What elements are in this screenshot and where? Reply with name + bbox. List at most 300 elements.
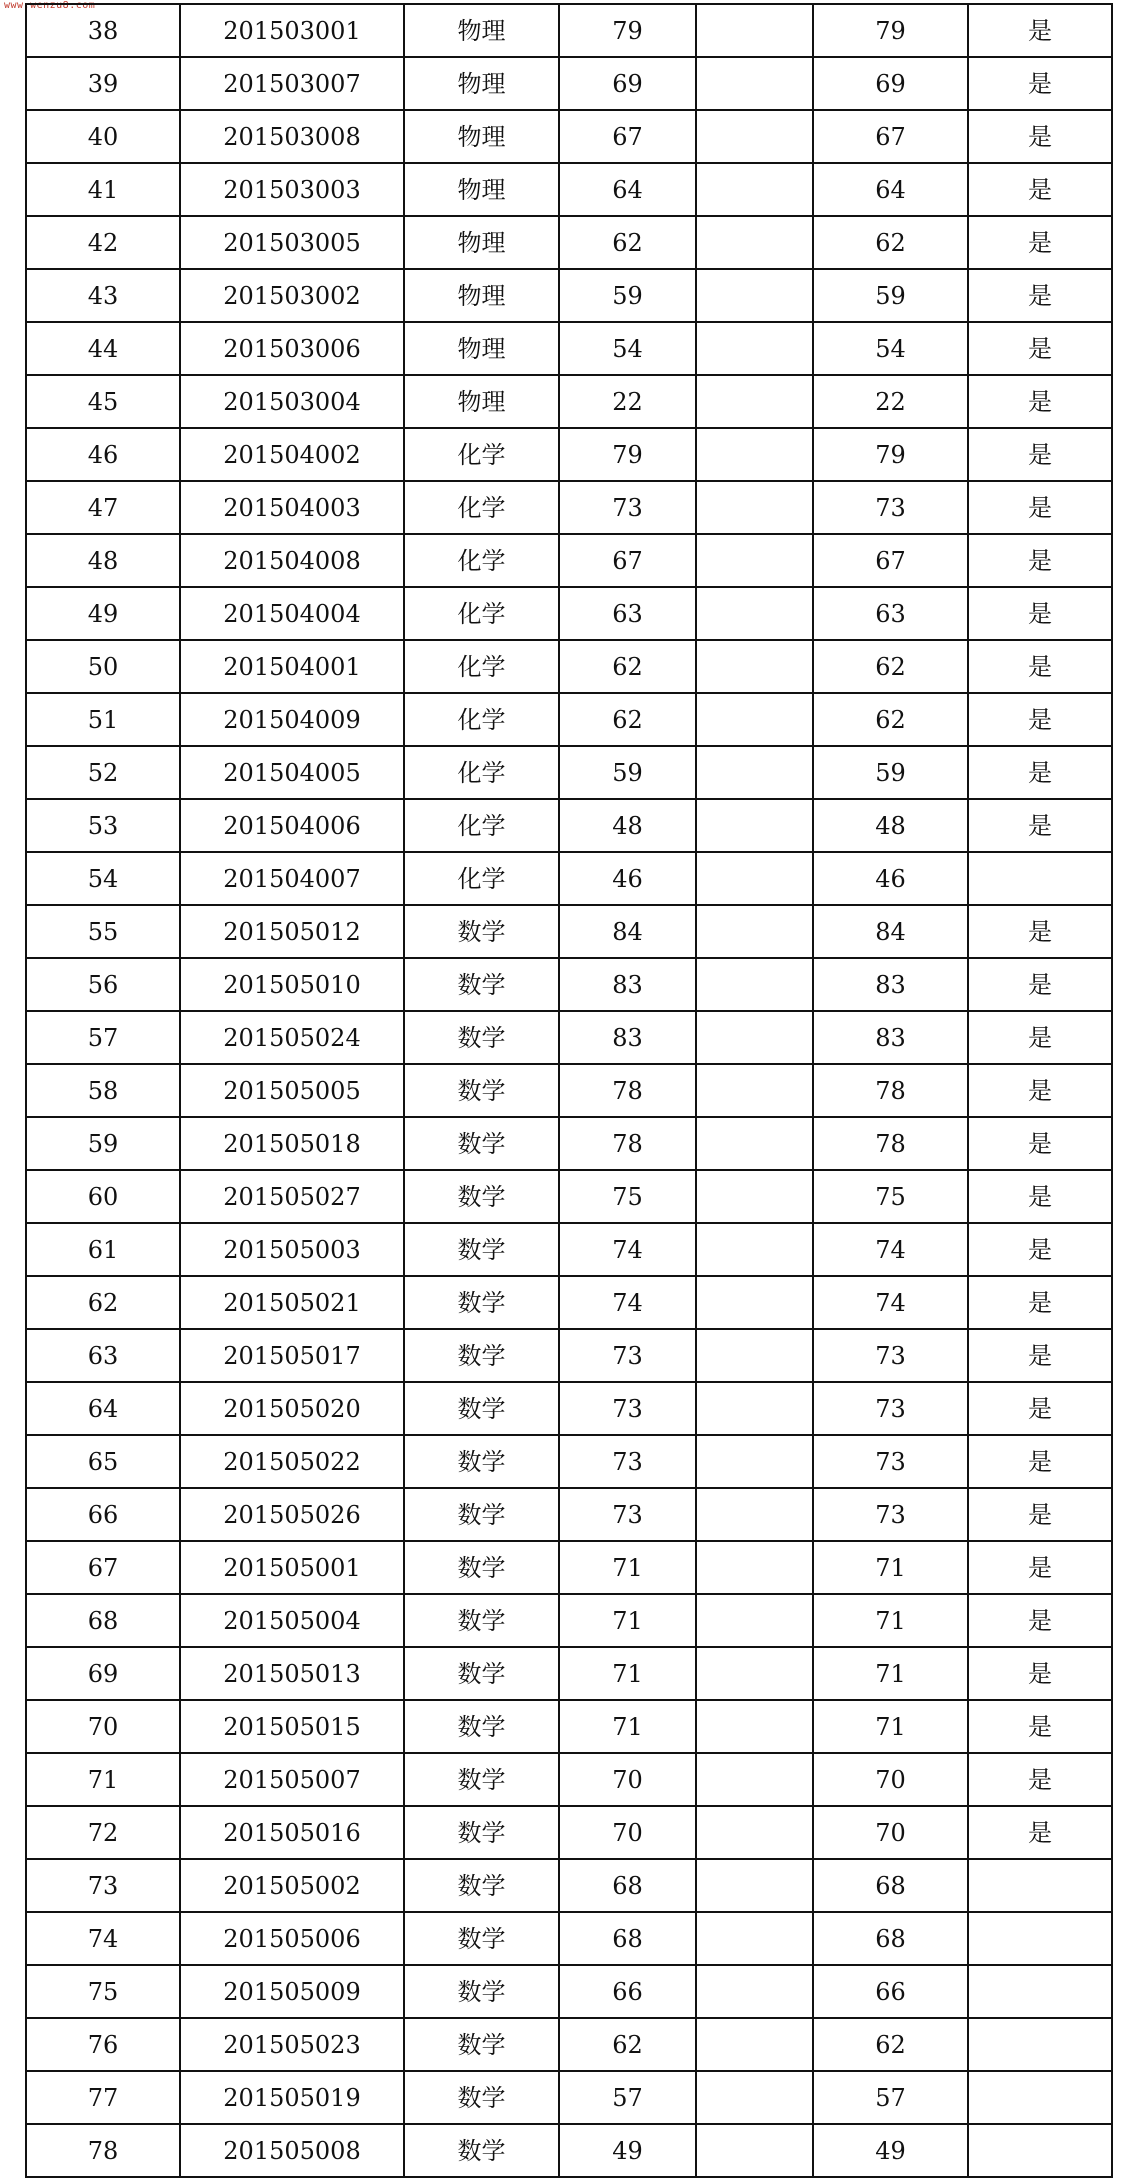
- bonus-cell: [696, 375, 813, 428]
- score-cell: 83: [559, 958, 696, 1011]
- score-cell: 54: [559, 322, 696, 375]
- student-id-cell: 201505023: [180, 2018, 404, 2071]
- total-cell: 67: [813, 110, 968, 163]
- qualified-cell: 是: [968, 1117, 1112, 1170]
- qualified-cell: [968, 2071, 1112, 2124]
- row-number-cell: 75: [26, 1965, 180, 2018]
- table-row: [26, 1223, 1112, 1276]
- row-number-cell: 67: [26, 1541, 180, 1594]
- qualified-cell: [968, 1859, 1112, 1912]
- total-cell: 73: [813, 1488, 968, 1541]
- student-id-cell: 201504009: [180, 693, 404, 746]
- total-cell: 59: [813, 746, 968, 799]
- score-cell: 70: [559, 1806, 696, 1859]
- bonus-cell: [696, 2124, 813, 2177]
- subject-cell: 数学: [404, 1382, 559, 1435]
- row-number-cell: 66: [26, 1488, 180, 1541]
- score-cell: 78: [559, 1117, 696, 1170]
- bonus-cell: [696, 1223, 813, 1276]
- score-cell: 73: [559, 1329, 696, 1382]
- total-cell: 66: [813, 1965, 968, 2018]
- row-number-cell: 65: [26, 1435, 180, 1488]
- bonus-cell: [696, 1064, 813, 1117]
- row-number-cell: 71: [26, 1753, 180, 1806]
- row-number-cell: 51: [26, 693, 180, 746]
- subject-cell: 物理: [404, 375, 559, 428]
- row-number-cell: 62: [26, 1276, 180, 1329]
- bonus-cell: [696, 4, 813, 57]
- table-row: [26, 1170, 1112, 1223]
- qualified-cell: 是: [968, 428, 1112, 481]
- student-id-cell: 201505015: [180, 1700, 404, 1753]
- bonus-cell: [696, 163, 813, 216]
- score-cell: 70: [559, 1753, 696, 1806]
- row-number-cell: 78: [26, 2124, 180, 2177]
- subject-cell: 化学: [404, 746, 559, 799]
- subject-cell: 物理: [404, 110, 559, 163]
- row-number-cell: 45: [26, 375, 180, 428]
- qualified-cell: 是: [968, 534, 1112, 587]
- total-cell: 67: [813, 534, 968, 587]
- score-cell: 48: [559, 799, 696, 852]
- subject-cell: 数学: [404, 1753, 559, 1806]
- total-cell: 68: [813, 1912, 968, 1965]
- bonus-cell: [696, 1382, 813, 1435]
- bonus-cell: [696, 1753, 813, 1806]
- subject-cell: 物理: [404, 4, 559, 57]
- subject-cell: 物理: [404, 57, 559, 110]
- total-cell: 59: [813, 269, 968, 322]
- subject-cell: 数学: [404, 1859, 559, 1912]
- qualified-cell: 是: [968, 1382, 1112, 1435]
- bonus-cell: [696, 534, 813, 587]
- bonus-cell: [696, 2071, 813, 2124]
- qualified-cell: 是: [968, 1170, 1112, 1223]
- subject-cell: 数学: [404, 1435, 559, 1488]
- student-id-cell: 201504004: [180, 587, 404, 640]
- table-row: [26, 1700, 1112, 1753]
- bonus-cell: [696, 640, 813, 693]
- total-cell: 78: [813, 1117, 968, 1170]
- row-number-cell: 64: [26, 1382, 180, 1435]
- table-row: [26, 1965, 1112, 2018]
- table-row: [26, 4, 1112, 57]
- score-cell: 74: [559, 1223, 696, 1276]
- row-number-cell: 38: [26, 4, 180, 57]
- subject-cell: 数学: [404, 905, 559, 958]
- bonus-cell: [696, 1806, 813, 1859]
- row-number-cell: 40: [26, 110, 180, 163]
- score-cell: 75: [559, 1170, 696, 1223]
- bonus-cell: [696, 322, 813, 375]
- subject-cell: 数学: [404, 1276, 559, 1329]
- bonus-cell: [696, 57, 813, 110]
- student-id-cell: 201505018: [180, 1117, 404, 1170]
- qualified-cell: 是: [968, 163, 1112, 216]
- subject-cell: 物理: [404, 322, 559, 375]
- student-id-cell: 201505008: [180, 2124, 404, 2177]
- student-id-cell: 201505016: [180, 1806, 404, 1859]
- row-number-cell: 39: [26, 57, 180, 110]
- score-cell: 57: [559, 2071, 696, 2124]
- table-row: [26, 958, 1112, 1011]
- bonus-cell: [696, 428, 813, 481]
- table-row: [26, 481, 1112, 534]
- table-row: [26, 693, 1112, 746]
- student-id-cell: 201504002: [180, 428, 404, 481]
- subject-cell: 数学: [404, 1700, 559, 1753]
- table-row: [26, 1647, 1112, 1700]
- table-row: [26, 2124, 1112, 2177]
- student-id-cell: 201505004: [180, 1594, 404, 1647]
- qualified-cell: 是: [968, 57, 1112, 110]
- score-cell: 73: [559, 1488, 696, 1541]
- score-cell: 64: [559, 163, 696, 216]
- table-row: [26, 322, 1112, 375]
- table-row: [26, 163, 1112, 216]
- table-row: [26, 375, 1112, 428]
- student-id-cell: 201505017: [180, 1329, 404, 1382]
- qualified-cell: 是: [968, 1753, 1112, 1806]
- subject-cell: 数学: [404, 1064, 559, 1117]
- qualified-cell: 是: [968, 322, 1112, 375]
- table-row: [26, 216, 1112, 269]
- student-id-cell: 201505024: [180, 1011, 404, 1064]
- score-cell: 73: [559, 1435, 696, 1488]
- table-row: [26, 110, 1112, 163]
- qualified-cell: 是: [968, 1064, 1112, 1117]
- qualified-cell: 是: [968, 958, 1112, 1011]
- row-number-cell: 72: [26, 1806, 180, 1859]
- bonus-cell: [696, 799, 813, 852]
- bonus-cell: [696, 1011, 813, 1064]
- subject-cell: 物理: [404, 269, 559, 322]
- qualified-cell: 是: [968, 1541, 1112, 1594]
- bonus-cell: [696, 852, 813, 905]
- qualified-cell: [968, 852, 1112, 905]
- table-row: [26, 269, 1112, 322]
- subject-cell: 数学: [404, 1541, 559, 1594]
- score-cell: 49: [559, 2124, 696, 2177]
- row-number-cell: 48: [26, 534, 180, 587]
- row-number-cell: 43: [26, 269, 180, 322]
- subject-cell: 化学: [404, 428, 559, 481]
- table-row: [26, 1064, 1112, 1117]
- row-number-cell: 77: [26, 2071, 180, 2124]
- bonus-cell: [696, 1912, 813, 1965]
- row-number-cell: 56: [26, 958, 180, 1011]
- subject-cell: 化学: [404, 640, 559, 693]
- qualified-cell: 是: [968, 1488, 1112, 1541]
- subject-cell: 化学: [404, 852, 559, 905]
- table-row: [26, 1117, 1112, 1170]
- total-cell: 83: [813, 958, 968, 1011]
- row-number-cell: 61: [26, 1223, 180, 1276]
- subject-cell: 化学: [404, 481, 559, 534]
- table-row: [26, 1859, 1112, 1912]
- student-id-cell: 201505005: [180, 1064, 404, 1117]
- qualified-cell: 是: [968, 1700, 1112, 1753]
- subject-cell: 数学: [404, 2018, 559, 2071]
- table-row: [26, 428, 1112, 481]
- row-number-cell: 69: [26, 1647, 180, 1700]
- row-number-cell: 42: [26, 216, 180, 269]
- total-cell: 62: [813, 693, 968, 746]
- total-cell: 71: [813, 1647, 968, 1700]
- subject-cell: 物理: [404, 163, 559, 216]
- total-cell: 54: [813, 322, 968, 375]
- row-number-cell: 58: [26, 1064, 180, 1117]
- total-cell: 48: [813, 799, 968, 852]
- score-cell: 84: [559, 905, 696, 958]
- student-id-cell: 201504008: [180, 534, 404, 587]
- subject-cell: 数学: [404, 2124, 559, 2177]
- total-cell: 69: [813, 57, 968, 110]
- student-id-cell: 201505026: [180, 1488, 404, 1541]
- bonus-cell: [696, 269, 813, 322]
- row-number-cell: 74: [26, 1912, 180, 1965]
- score-cell: 62: [559, 2018, 696, 2071]
- score-cell: 73: [559, 1382, 696, 1435]
- total-cell: 57: [813, 2071, 968, 2124]
- total-cell: 73: [813, 1329, 968, 1382]
- table-row: [26, 1276, 1112, 1329]
- bonus-cell: [696, 1965, 813, 2018]
- subject-cell: 数学: [404, 1594, 559, 1647]
- bonus-cell: [696, 1170, 813, 1223]
- score-table-body: [26, 4, 1112, 2177]
- table-row: [26, 2018, 1112, 2071]
- subject-cell: 数学: [404, 1329, 559, 1382]
- total-cell: 79: [813, 4, 968, 57]
- row-number-cell: 52: [26, 746, 180, 799]
- score-cell: 78: [559, 1064, 696, 1117]
- score-cell: 22: [559, 375, 696, 428]
- total-cell: 64: [813, 163, 968, 216]
- table-row: [26, 1912, 1112, 1965]
- table-row: [26, 534, 1112, 587]
- qualified-cell: [968, 1912, 1112, 1965]
- qualified-cell: 是: [968, 640, 1112, 693]
- student-id-cell: 201505020: [180, 1382, 404, 1435]
- qualified-cell: 是: [968, 905, 1112, 958]
- row-number-cell: 44: [26, 322, 180, 375]
- total-cell: 63: [813, 587, 968, 640]
- score-cell: 71: [559, 1541, 696, 1594]
- table-row: [26, 1011, 1112, 1064]
- row-number-cell: 70: [26, 1700, 180, 1753]
- student-id-cell: 201505022: [180, 1435, 404, 1488]
- score-cell: 74: [559, 1276, 696, 1329]
- row-number-cell: 46: [26, 428, 180, 481]
- bonus-cell: [696, 958, 813, 1011]
- student-id-cell: 201505019: [180, 2071, 404, 2124]
- qualified-cell: 是: [968, 1329, 1112, 1382]
- subject-cell: 数学: [404, 1117, 559, 1170]
- total-cell: 62: [813, 640, 968, 693]
- subject-cell: 化学: [404, 587, 559, 640]
- total-cell: 70: [813, 1753, 968, 1806]
- subject-cell: 数学: [404, 958, 559, 1011]
- score-cell: 67: [559, 534, 696, 587]
- score-cell: 68: [559, 1859, 696, 1912]
- student-id-cell: 201505001: [180, 1541, 404, 1594]
- student-id-cell: 201505009: [180, 1965, 404, 2018]
- row-number-cell: 59: [26, 1117, 180, 1170]
- table-row: [26, 905, 1112, 958]
- student-id-cell: 201503006: [180, 322, 404, 375]
- qualified-cell: 是: [968, 1806, 1112, 1859]
- bonus-cell: [696, 1859, 813, 1912]
- table-row: [26, 799, 1112, 852]
- subject-cell: 物理: [404, 216, 559, 269]
- table-row: [26, 640, 1112, 693]
- score-cell: 71: [559, 1647, 696, 1700]
- student-id-cell: 201503008: [180, 110, 404, 163]
- table-row: [26, 1435, 1112, 1488]
- score-cell: 59: [559, 746, 696, 799]
- student-id-cell: 201505021: [180, 1276, 404, 1329]
- table-row: [26, 746, 1112, 799]
- score-cell: 83: [559, 1011, 696, 1064]
- subject-cell: 化学: [404, 534, 559, 587]
- total-cell: 71: [813, 1541, 968, 1594]
- subject-cell: 数学: [404, 1170, 559, 1223]
- bonus-cell: [696, 1700, 813, 1753]
- subject-cell: 数学: [404, 1806, 559, 1859]
- bonus-cell: [696, 746, 813, 799]
- qualified-cell: 是: [968, 693, 1112, 746]
- student-id-cell: 201503003: [180, 163, 404, 216]
- subject-cell: 数学: [404, 2071, 559, 2124]
- bonus-cell: [696, 1276, 813, 1329]
- row-number-cell: 49: [26, 587, 180, 640]
- watermark: www.wenzu8.com: [4, 0, 96, 11]
- row-number-cell: 54: [26, 852, 180, 905]
- qualified-cell: [968, 2124, 1112, 2177]
- row-number-cell: 76: [26, 2018, 180, 2071]
- bonus-cell: [696, 1594, 813, 1647]
- table-row: [26, 1488, 1112, 1541]
- student-id-cell: 201504007: [180, 852, 404, 905]
- student-id-cell: 201503004: [180, 375, 404, 428]
- qualified-cell: 是: [968, 481, 1112, 534]
- qualified-cell: 是: [968, 1594, 1112, 1647]
- qualified-cell: 是: [968, 375, 1112, 428]
- table-row: [26, 57, 1112, 110]
- subject-cell: 数学: [404, 1647, 559, 1700]
- table-row: [26, 852, 1112, 905]
- score-cell: 79: [559, 4, 696, 57]
- score-cell: 62: [559, 216, 696, 269]
- subject-cell: 化学: [404, 693, 559, 746]
- bonus-cell: [696, 1435, 813, 1488]
- student-id-cell: 201505013: [180, 1647, 404, 1700]
- subject-cell: 数学: [404, 1912, 559, 1965]
- total-cell: 71: [813, 1594, 968, 1647]
- bonus-cell: [696, 905, 813, 958]
- student-id-cell: 201505003: [180, 1223, 404, 1276]
- subject-cell: 数学: [404, 1965, 559, 2018]
- total-cell: 22: [813, 375, 968, 428]
- total-cell: 62: [813, 216, 968, 269]
- student-id-cell: 201505012: [180, 905, 404, 958]
- table-row: [26, 1329, 1112, 1382]
- row-number-cell: 73: [26, 1859, 180, 1912]
- bonus-cell: [696, 1329, 813, 1382]
- qualified-cell: 是: [968, 799, 1112, 852]
- bonus-cell: [696, 216, 813, 269]
- student-id-cell: 201505010: [180, 958, 404, 1011]
- total-cell: 75: [813, 1170, 968, 1223]
- total-cell: 73: [813, 1435, 968, 1488]
- student-id-cell: 201505002: [180, 1859, 404, 1912]
- total-cell: 49: [813, 2124, 968, 2177]
- row-number-cell: 53: [26, 799, 180, 852]
- qualified-cell: 是: [968, 1223, 1112, 1276]
- total-cell: 62: [813, 2018, 968, 2071]
- bonus-cell: [696, 110, 813, 163]
- student-id-cell: 201503005: [180, 216, 404, 269]
- row-number-cell: 47: [26, 481, 180, 534]
- qualified-cell: [968, 2018, 1112, 2071]
- bonus-cell: [696, 693, 813, 746]
- score-cell: 68: [559, 1912, 696, 1965]
- student-id-cell: 201504003: [180, 481, 404, 534]
- student-id-cell: 201504005: [180, 746, 404, 799]
- score-table: [25, 3, 1113, 2178]
- table-row: [26, 2071, 1112, 2124]
- total-cell: 73: [813, 481, 968, 534]
- score-cell: 73: [559, 481, 696, 534]
- table-row: [26, 1594, 1112, 1647]
- subject-cell: 化学: [404, 799, 559, 852]
- table-row: [26, 587, 1112, 640]
- score-cell: 66: [559, 1965, 696, 2018]
- bonus-cell: [696, 2018, 813, 2071]
- bonus-cell: [696, 1117, 813, 1170]
- qualified-cell: 是: [968, 216, 1112, 269]
- row-number-cell: 57: [26, 1011, 180, 1064]
- total-cell: 83: [813, 1011, 968, 1064]
- student-id-cell: 201503007: [180, 57, 404, 110]
- row-number-cell: 68: [26, 1594, 180, 1647]
- score-cell: 69: [559, 57, 696, 110]
- total-cell: 74: [813, 1223, 968, 1276]
- table-row: [26, 1753, 1112, 1806]
- student-id-cell: 201505006: [180, 1912, 404, 1965]
- table-row: [26, 1541, 1112, 1594]
- student-id-cell: 201503001: [180, 4, 404, 57]
- total-cell: 68: [813, 1859, 968, 1912]
- student-id-cell: 201505007: [180, 1753, 404, 1806]
- qualified-cell: 是: [968, 1276, 1112, 1329]
- score-cell: 63: [559, 587, 696, 640]
- bonus-cell: [696, 1488, 813, 1541]
- row-number-cell: 55: [26, 905, 180, 958]
- student-id-cell: 201503002: [180, 269, 404, 322]
- bonus-cell: [696, 1541, 813, 1594]
- total-cell: 78: [813, 1064, 968, 1117]
- total-cell: 73: [813, 1382, 968, 1435]
- qualified-cell: 是: [968, 746, 1112, 799]
- total-cell: 74: [813, 1276, 968, 1329]
- row-number-cell: 60: [26, 1170, 180, 1223]
- subject-cell: 数学: [404, 1488, 559, 1541]
- score-cell: 46: [559, 852, 696, 905]
- qualified-cell: 是: [968, 269, 1112, 322]
- qualified-cell: 是: [968, 1647, 1112, 1700]
